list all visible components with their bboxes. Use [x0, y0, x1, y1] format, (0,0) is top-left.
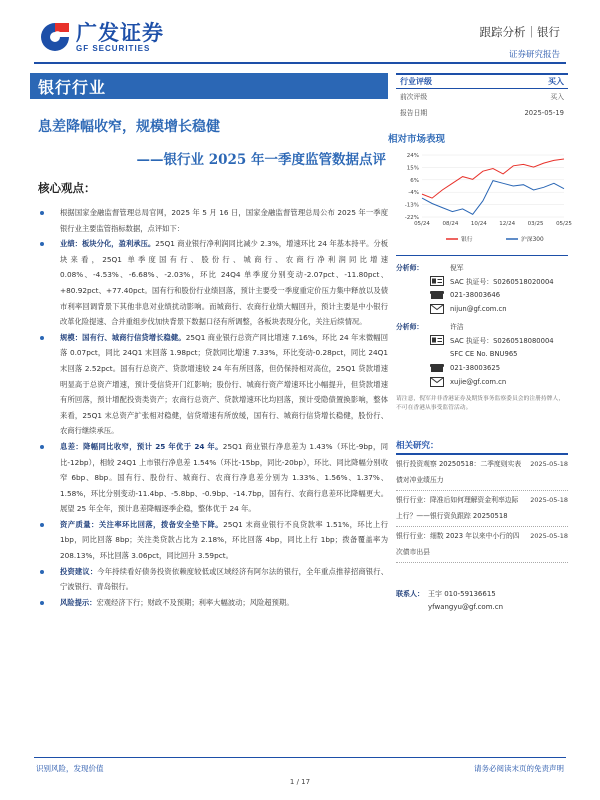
- logo-mark-icon: [38, 20, 72, 54]
- analyst-2-phone-row: 021-38003625: [396, 361, 568, 375]
- rating-header: 行业评级 买入: [396, 73, 568, 89]
- footer-slogan: 识别风险，发现价值: [36, 764, 104, 773]
- y-tick-label: -13%: [404, 202, 419, 209]
- page-header: [0, 0, 600, 62]
- analyst-2-sfc-row: SFC CE No. BNU965: [450, 350, 518, 358]
- bullet-item: 根据国家金融监督管理总局官网，2025 年 5 月 16 日，国家金融监督管理总局公布 2025 年一季度银行业主要监管指标数据，点评如下：: [38, 205, 388, 236]
- y-tick-label: 15%: [406, 165, 419, 172]
- logo-en-text: GF SECURITIES: [76, 43, 151, 53]
- analyst-1-cert-row: SAC 执证号：S0260518020004: [396, 274, 568, 288]
- bullet-item: 规模：国有行、城商行信贷增长稳健。25Q1 商业银行总资产同比增速 7.16%，环比 24 年末微幅回落 0.07pct，同比 24Q1 末回落 1.98pct；贷款同比增速 7.33%，环比变动-0.28pct，同比 24Q1 末回落 2.52pct。国有行总资产、贷款增速较 24 年有所回落，但仍保持相对高位，25Q1 贷款增速明显高于总资产增速，预计受信贷开门红影响；股份行、城商行资产增速环比小幅提升，但贷款增速有所回落，预计增配投资类资产；农商行总资产、贷款增速环比均回落，预计受隐债置换影响，整体来看，25Q1 末总资产扩张相对稳健，信贷增速有所放缓，国有行、城商行信贷增长稳健，股份行、农商行继续承压。: [38, 330, 388, 439]
- report-category: 跟踪分析｜银行: [479, 25, 560, 39]
- x-tick-label: 08/24: [442, 221, 459, 227]
- bullet-item: 风险提示：宏观经济下行；财政不及预期；利率大幅波动；风险超预期。: [38, 595, 388, 611]
- analyst-1-phone-row: 021-38003646: [396, 288, 568, 302]
- x-tick-label: 12/24: [499, 221, 516, 227]
- contact-name-phone: 王宇 010-59136615: [428, 589, 496, 598]
- prev-rating-row: 前次评级 买入: [400, 93, 564, 101]
- legend-label: 沪深300: [521, 237, 544, 243]
- x-tick-label: 03/25: [527, 221, 544, 227]
- core-views-heading: 核心观点：: [38, 181, 96, 195]
- analyst-2-cert-row: SAC 执证号：S0260518080004: [396, 333, 568, 347]
- industry-label: 银行行业: [38, 78, 107, 97]
- id-card-icon: [428, 334, 446, 346]
- contact-block: 联系人： 王宇 010-59136615 yfwangyu@gf.com.cn: [396, 589, 504, 611]
- bullet-item: 投资建议：今年持续看好债务投资依赖度较低或区域经济有阿尔法的银行，全年重点推荐招商银行、宁波银行、青岛银行。: [38, 564, 388, 595]
- y-tick-label: -4%: [408, 190, 419, 197]
- related-item[interactable]: 银行行业：细数 2023 年以来中小行的四次债市出县 2025-05-18: [396, 527, 568, 563]
- performance-chart: [396, 151, 572, 251]
- related-item[interactable]: 银行投资观察 20250518：二季度则实表债对冲业绩压力 2025-05-18: [396, 455, 568, 491]
- y-tick-label: 6%: [410, 177, 419, 184]
- bullet-item: 资产质量：关注率环比回落，拨备安全垫下降。25Q1 末商业银行不良贷款率 1.51%，环比上行 1bp，同比回落 8bp；关注类贷款占比为 2.18%，环比回落 4bp，同比上行 1bp；拨备覆盖率为 208.13%，环比回落 3.06pct，同比回升 3.59pct。: [38, 517, 388, 564]
- analyst-block: [396, 255, 568, 413]
- x-tick-label: 05/24: [414, 221, 430, 227]
- legend-label: 银行: [461, 237, 473, 243]
- report-type: 证券研究报告: [508, 50, 560, 60]
- y-tick-label: -22%: [404, 215, 419, 221]
- sidebar: [388, 73, 572, 613]
- rating-value: 买入: [548, 77, 564, 86]
- report-subtitle: ——银行业 2025 年一季度监管数据点评: [136, 152, 386, 168]
- industry-banner: [30, 73, 388, 99]
- email-icon: [428, 303, 446, 315]
- contact-email[interactable]: yfwangyu@gf.com.cn: [428, 602, 504, 611]
- x-tick-label: 05/25: [556, 221, 572, 227]
- disclaimer-note: 请注意，倪军并非香港证券及期货事务监察委员会的注册持牌人，不可在香港从事受监管活动。: [396, 396, 565, 411]
- page-number: 1 / 17: [289, 778, 311, 786]
- analyst-2-name-row: 分析师： 许洁: [396, 323, 464, 331]
- analyst-2-email-row[interactable]: xujie@gf.com.cn: [396, 375, 568, 389]
- company-logo: [38, 20, 164, 54]
- bullet-item: 业绩：板块分化，盈利承压。25Q1 商业银行净利润同比减少 2.3%，增速环比 24 年基本持平。分板块来看，25Q1 单季度国有行、股份行、城商行、农商行净利润同比增速 0.08%、-4.53%、-6.68%、-2.03%，环比 24Q4 单季度分别变动-2.07pct、-11.80pct、+80.92pct、+77.40pct。国有行和股份行业绩回落，预计主要受一季度重定价压力集中释放以及债市利率回调背景下其他非息对业绩扰动影响。而城商行、农商行业绩大幅回升，预计主要是中小银行改革化险提速、合并重组步伐加快背景下数据口径有所调整，各板块表现分化，关注后续情况。: [38, 236, 388, 330]
- related-item[interactable]: 银行行业：降准后如何理解资金利率边际上行？——银行资负跟踪 20250518 2025-05-18: [396, 491, 568, 527]
- phone-icon: [428, 362, 446, 374]
- id-card-icon: [428, 275, 446, 287]
- logo-cn-text: 广发证券: [76, 20, 164, 45]
- header-divider: [34, 62, 566, 64]
- footer-disclaimer: 请务必阅读末页的免责声明: [474, 764, 564, 773]
- report-title: 息差降幅收窄，规模增长稳健: [38, 119, 220, 135]
- phone-icon: [428, 289, 446, 301]
- related-research-title: 相关研究：: [396, 439, 568, 455]
- report-date-row: 报告日期 2025-05-19: [400, 109, 564, 117]
- email-icon: [428, 376, 446, 388]
- performance-chart-svg: [396, 151, 572, 251]
- relative-performance-title: 相对市场表现: [388, 134, 446, 145]
- x-tick-label: 10/24: [470, 221, 487, 227]
- series-line-沪深300: [422, 181, 564, 215]
- analyst-1-email-row[interactable]: nijun@gf.com.cn: [396, 302, 568, 316]
- bullet-item: 息差：降幅同比收窄，预计 25 年优于 24 年。25Q1 商业银行净息差为 1.43%（环比-9bp，同比-12bp），相较 24Q1 上市银行净息差 1.54%（环比-15bp，同比-20bp），环比、同比降幅分别收窄 6bp、8bp。国有行、股份行、城商行、农商行净息差分别为 1.33%、1.56%、1.37%、1.58%，环比分别变动-11.4bp、-5.8bp、-0.9bp、-14.7bp，国有行、农商行息差环比降幅更大。展望 25 年全年，预计息差降幅逐季企稳，整体优于 24 年。: [38, 439, 388, 517]
- y-tick-label: 24%: [406, 153, 419, 159]
- footer-divider: [34, 757, 566, 758]
- analyst-1-name-row: 分析师： 倪军: [396, 264, 464, 272]
- core-views-list: [38, 205, 388, 610]
